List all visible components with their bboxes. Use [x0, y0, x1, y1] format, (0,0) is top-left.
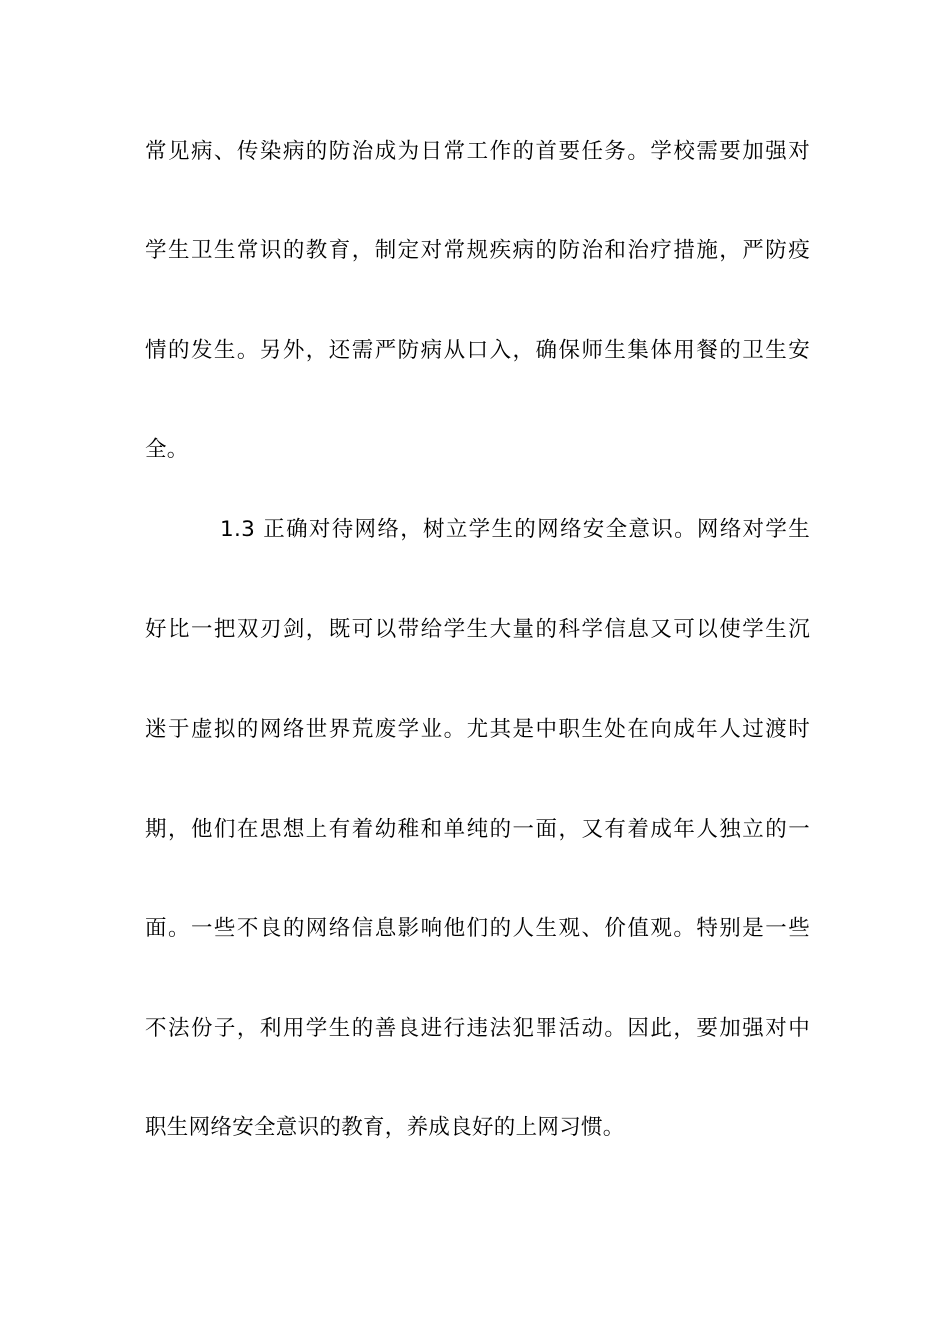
- text-line: 好比一把双刃剑，既可以带给学生大量的科学信息又可以使学生沉: [145, 617, 810, 642]
- text-line: 不法份子，利用学生的善良进行违法犯罪活动。因此，要加强对中: [145, 1016, 810, 1041]
- text-line: 学生卫生常识的教育，制定对常规疾病的防治和治疗措施，严防疫: [145, 238, 810, 263]
- section-heading-line: 1.3 正确对待网络，树立学生的网络安全意识。网络对学生: [220, 517, 810, 542]
- text-line: 迷于虚拟的网络世界荒废学业。尤其是中职生处在向成年人过渡时: [145, 717, 810, 742]
- text-line: 期，他们在思想上有着幼稚和单纯的一面，又有着成年人独立的一: [145, 817, 810, 842]
- text-line: 常见病、传染病的防治成为日常工作的首要任务。学校需要加强对: [145, 139, 810, 164]
- text-line: 职生网络安全意识的教育，养成良好的上网习惯。: [145, 1115, 625, 1140]
- text-line: 面。一些不良的网络信息影响他们的人生观、价值观。特别是一些: [145, 916, 810, 941]
- text-line: 全。: [145, 437, 189, 462]
- text-line: 情的发生。另外，还需严防病从口入，确保师生集体用餐的卫生安: [145, 338, 810, 363]
